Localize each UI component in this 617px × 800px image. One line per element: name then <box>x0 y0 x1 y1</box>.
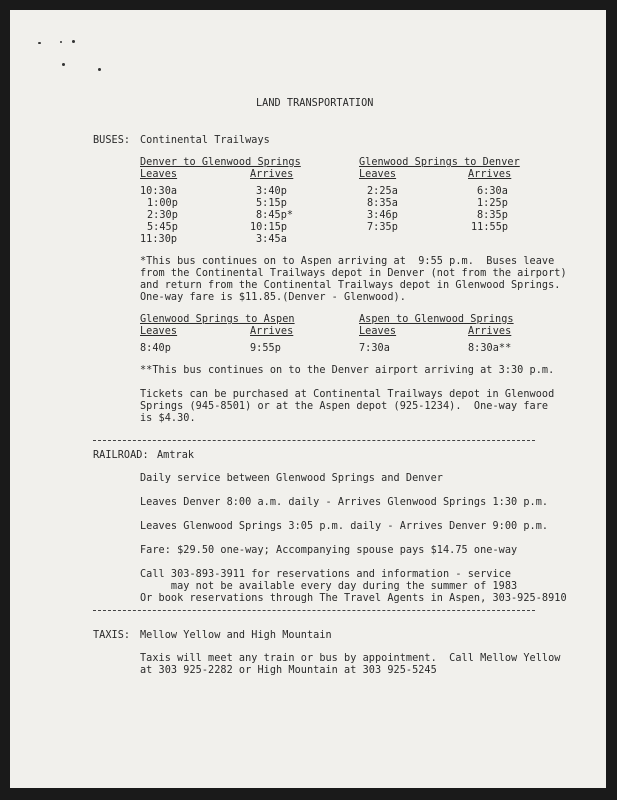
arrive-time: 3:40p <box>256 186 287 197</box>
railroad-call-line: Call 303-893-3911 for reservations and information - service <box>140 569 512 580</box>
document-page <box>10 10 606 788</box>
taxis-info-line: Taxis will meet any train or bus by appointment. Call Mellow Yellow <box>140 653 561 664</box>
taxis-company: Mellow Yellow and High Mountain <box>140 630 332 641</box>
arrive-time: 3:45a <box>256 234 287 245</box>
leave-time: 8:40p <box>140 343 171 354</box>
tickets-line: is $4.30. <box>140 413 196 424</box>
column-header-arrives: Arrives <box>468 326 512 337</box>
bus-note-line: One-way fare is $11.85.(Denver - Glenwood). <box>140 292 406 303</box>
railroad-fare: Fare: $29.50 one-way; Accompanying spouse pays $14.75 one-way <box>140 545 518 556</box>
railroad-company: Amtrak <box>157 450 195 461</box>
arrive-time: 8:35p <box>477 210 508 221</box>
railroad-leaves-glenwood: Leaves Glenwood Springs 3:05 p.m. daily - Arrives Denver 9:00 p.m. <box>140 521 549 532</box>
arrive-time: 6:30a <box>477 186 508 197</box>
tickets-line: Tickets can be purchased at Continental Trailways depot in Glenwood <box>140 389 555 400</box>
railroad-service: Daily service between Glenwood Springs and Denver <box>140 473 443 484</box>
arrive-time: 5:15p <box>256 198 287 209</box>
arrive-time: 11:55p <box>471 222 509 233</box>
buses-label: BUSES: <box>93 135 131 146</box>
route-title: Glenwood Springs to Aspen <box>140 314 295 325</box>
leave-time: 8:35a <box>367 198 398 209</box>
arrive-time: 8:45p* <box>256 210 294 221</box>
tickets-line: Springs (945-8501) or at the Aspen depot (925-1234). One-way fare <box>140 401 549 412</box>
leave-time: 7:30a <box>359 343 390 354</box>
speck-mark <box>98 68 101 71</box>
arrive-time: 1:25p <box>477 198 508 209</box>
page-title: LAND TRANSPORTATION <box>256 98 374 109</box>
column-header-arrives: Arrives <box>468 169 512 180</box>
section-divider <box>93 440 535 441</box>
arrive-time: 8:30a** <box>468 343 512 354</box>
leave-time: 7:35p <box>367 222 398 233</box>
column-header-leaves: Leaves <box>359 326 397 337</box>
bus-note-line: and return from the Continental Trailways depot in Glenwood Springs. <box>140 280 561 291</box>
leave-time: 11:30p <box>140 234 178 245</box>
column-header-arrives: Arrives <box>250 169 294 180</box>
railroad-label: RAILROAD: <box>93 450 149 461</box>
speck-mark <box>38 42 41 44</box>
leave-time: 1:00p <box>147 198 178 209</box>
speck-mark <box>72 40 75 43</box>
railroad-call-line: may not be available every day during the summer of 1983 <box>140 581 518 592</box>
leave-time: 2:25a <box>367 186 398 197</box>
leave-time: 2:30p <box>147 210 178 221</box>
arrive-time: 10:15p <box>250 222 288 233</box>
railroad-call-line: Or book reservations through The Travel Agents in Aspen, 303-925-8910 <box>140 593 567 604</box>
bus-note-2: **This bus continues on to the Denver airport arriving at 3:30 p.m. <box>140 365 555 376</box>
speck-mark <box>60 41 62 43</box>
column-header-arrives: Arrives <box>250 326 294 337</box>
leave-time: 3:46p <box>367 210 398 221</box>
taxis-info-line: at 303 925-2282 or High Mountain at 303 925-5245 <box>140 665 437 676</box>
bus-note-line: from the Continental Trailways depot in Denver (not from the airport) <box>140 268 567 279</box>
speck-mark <box>62 63 65 66</box>
column-header-leaves: Leaves <box>359 169 397 180</box>
route-title: Denver to Glenwood Springs <box>140 157 301 168</box>
taxis-label: TAXIS: <box>93 630 131 641</box>
route-title: Aspen to Glenwood Springs <box>359 314 514 325</box>
bus-note-line: *This bus continues on to Aspen arriving at 9:55 p.m. Buses leave <box>140 256 555 267</box>
arrive-time: 9:55p <box>250 343 281 354</box>
buses-company: Continental Trailways <box>140 135 270 146</box>
leave-time: 5:45p <box>147 222 178 233</box>
column-header-leaves: Leaves <box>140 169 178 180</box>
section-divider <box>93 610 535 611</box>
railroad-leaves-denver: Leaves Denver 8:00 a.m. daily - Arrives Glenwood Springs 1:30 p.m. <box>140 497 549 508</box>
leave-time: 10:30a <box>140 186 178 197</box>
route-title: Glenwood Springs to Denver <box>359 157 520 168</box>
column-header-leaves: Leaves <box>140 326 178 337</box>
